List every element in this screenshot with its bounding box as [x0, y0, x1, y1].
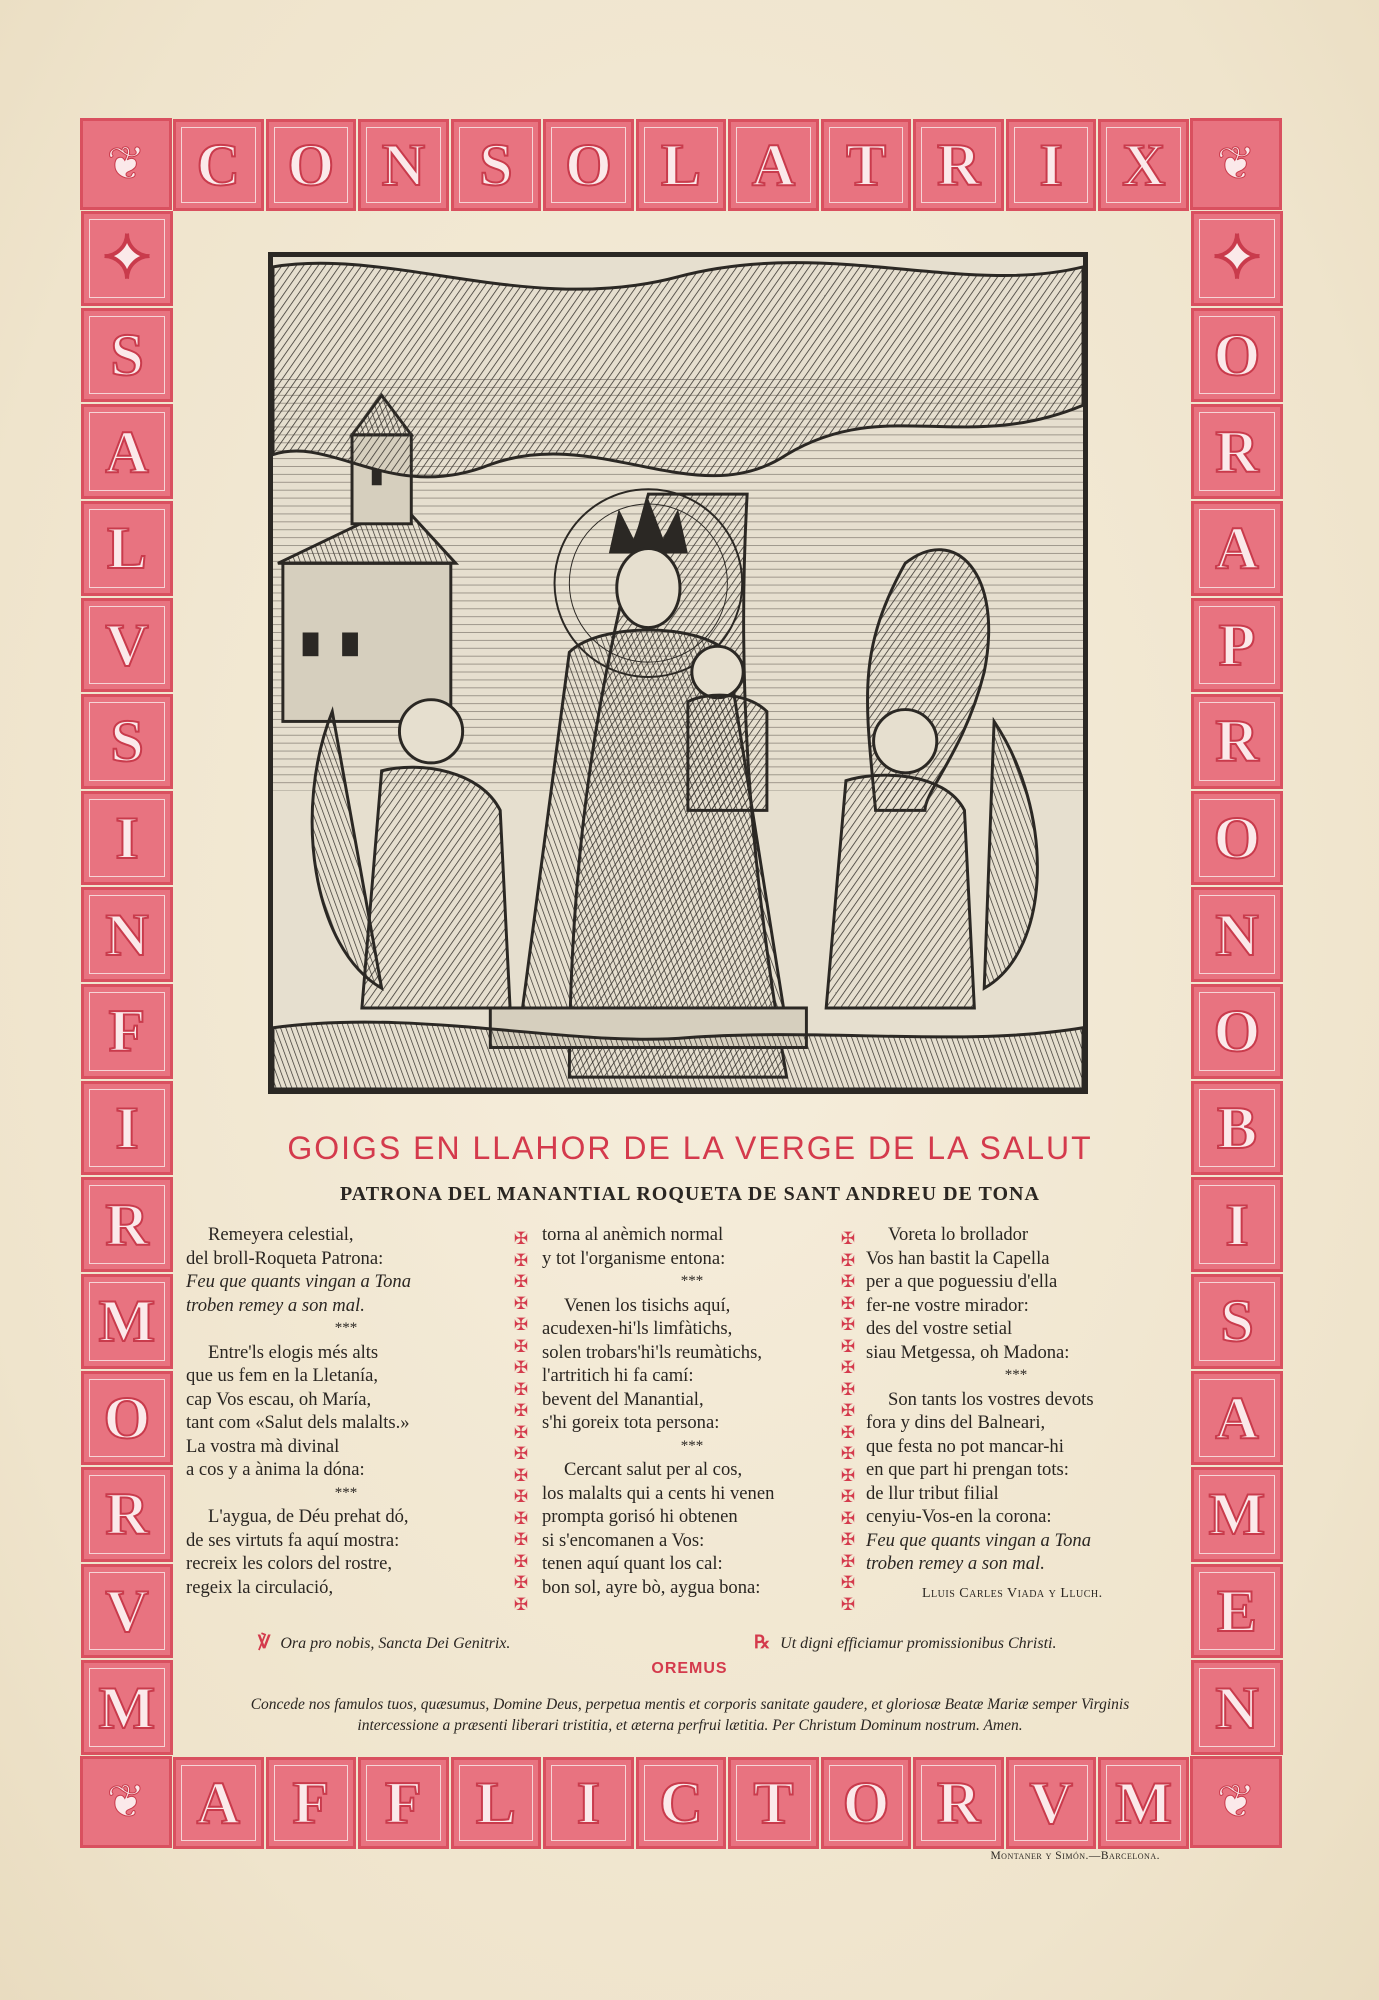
verse-line: per a que poguessiu d'ella	[866, 1271, 1058, 1292]
verse-line: Vos han bastit la Capella	[866, 1247, 1050, 1269]
frame-letter: A	[1215, 515, 1259, 582]
frame-letter: R	[936, 132, 981, 198]
verse-line: a cos y a ànima la dóna:	[186, 1459, 365, 1480]
frame-letter: N	[381, 132, 426, 198]
stanza-separator: ***	[680, 1437, 704, 1454]
frame-letter: O	[287, 132, 335, 198]
stanza-separator: ***	[334, 1320, 358, 1336]
cross-icon: ✠	[513, 1487, 529, 1506]
verse-line: del broll-Roqueta Patrona:	[186, 1247, 384, 1269]
frame-letter-tile	[81, 211, 173, 306]
verses-section	[0, 1223, 1379, 1623]
cross-icon: ✠	[840, 1422, 856, 1442]
verse-line: que festa no pot mancar-hi	[866, 1435, 1064, 1457]
frame-letter: R	[105, 1191, 149, 1258]
verse-line: cenyiu-Vos-en la corona:	[866, 1506, 1052, 1527]
corner-ornament-icon: ❦	[1216, 138, 1256, 189]
response-text: Ut digni efficiamur promissionibus Christi.	[780, 1635, 1057, 1652]
page-subtitle: PATRONA DEL MANANTIAL ROQUETA DE SANT ANDREU DE TONA	[340, 1183, 1040, 1205]
verse-line: Venen los tisichs aquí,	[564, 1294, 731, 1316]
frame-top-border	[172, 118, 1190, 210]
cross-icon: ✠	[840, 1401, 856, 1420]
verse-line: Remeyera celestial,	[208, 1224, 354, 1245]
verse-line: bevent del Manantial,	[542, 1388, 704, 1410]
verse-line: tant com «Salut dels malalts.»	[186, 1412, 410, 1433]
frame-letter: F	[292, 1770, 330, 1836]
printer-imprint: Montaner y Simón.—Barcelona.	[990, 1850, 1160, 1862]
verse-line: en que part hi prengan tots:	[866, 1459, 1069, 1480]
cross-icon: ✠	[513, 1336, 529, 1356]
stanza-separator: ***	[680, 1273, 704, 1289]
frame-letter-tile	[913, 119, 1004, 211]
verse-line: si s'encomanen a Vos:	[542, 1529, 705, 1551]
frame-letter: C	[659, 1770, 703, 1836]
frame-letter: S	[110, 321, 144, 388]
versicle	[258, 1632, 510, 1653]
stanza-separator: ***	[334, 1484, 358, 1501]
verse-line: Feu que quants vingan a Tona	[866, 1529, 1092, 1551]
frame-letter-tile	[358, 1757, 449, 1849]
frame-letter: M	[1115, 1770, 1173, 1836]
cross-icon: ✠	[513, 1250, 529, 1270]
frame-letter-tile	[543, 1757, 634, 1849]
frame-letter-tile	[1098, 119, 1189, 211]
verse-line: troben remey a son mal.	[186, 1294, 365, 1316]
frame-corner-bottom-right	[1190, 1756, 1282, 1848]
cross-icon: ✠	[513, 1315, 529, 1334]
frame-letter: O	[1213, 805, 1261, 872]
verse-line: des del vostre setial	[866, 1318, 1013, 1339]
frame-letter-tile	[1191, 984, 1283, 1079]
cross-icon: ✠	[513, 1422, 529, 1442]
frame-letter: L	[660, 132, 702, 198]
cross-icon: ✠	[513, 1508, 529, 1528]
frame-letter: S	[479, 132, 513, 198]
frame-letter: I	[1039, 132, 1063, 198]
frame-letter-tile	[1191, 791, 1283, 886]
cross-icon: ✠	[513, 1444, 529, 1463]
frame-letter: R	[936, 1770, 981, 1836]
frame-letter-tile	[1191, 211, 1283, 306]
verse-line: de llur tribut filial	[866, 1482, 999, 1504]
frame-letter: T	[846, 132, 887, 198]
frame-letter: N	[1215, 1674, 1259, 1741]
frame-letter: V	[1029, 1770, 1073, 1836]
verse-line: Entre'ls elogis més alts	[208, 1341, 379, 1363]
verse-line: solen trobars'hi'ls reumàtichs,	[542, 1341, 762, 1363]
frame-corner-top-right	[1190, 118, 1282, 210]
verse-column-3	[866, 1223, 1166, 1605]
verse-line: Voreta lo brollador	[888, 1224, 1029, 1245]
cross-icon: ✠	[840, 1444, 856, 1463]
verse-line: acudexen-hi'ls limfàtichs,	[542, 1318, 733, 1339]
verse-line: torna al anèmich normal	[542, 1224, 724, 1245]
frame-letter: L	[106, 515, 148, 582]
frame-letter-tile	[636, 119, 727, 211]
cross-icon: ✠	[840, 1594, 856, 1614]
frame-letter: V	[105, 611, 149, 678]
corner-ornament-icon: ❦	[106, 138, 146, 189]
frame-letter: F	[108, 998, 146, 1065]
cross-icon: ✠	[840, 1465, 856, 1485]
frame-letter: L	[475, 1770, 516, 1836]
cross-icon: ✠	[840, 1573, 856, 1592]
verse-line: y tot l'organisme entona:	[542, 1247, 726, 1269]
frame-bottom-border	[172, 1756, 1190, 1848]
frame-letter-tile	[173, 1757, 264, 1849]
author-signature: Lluis Carles Viada y Lluch.	[922, 1585, 1103, 1601]
frame-letter: R	[105, 1481, 149, 1548]
verse-line: que us fem en la Lletanía,	[186, 1365, 379, 1386]
verse-line: Feu que quants vingan a Tona	[186, 1271, 412, 1292]
frame-letter-tile	[1191, 887, 1283, 982]
cross-icon: ✠	[513, 1530, 529, 1549]
frame-letter: O	[842, 1770, 890, 1836]
cross-icon: ✠	[513, 1293, 529, 1313]
frame-letter: I	[1225, 1191, 1249, 1258]
frame-letter: V	[105, 1578, 149, 1645]
frame-letter: B	[1216, 1094, 1258, 1161]
verse-line: recreix les colors del rostre,	[186, 1553, 392, 1574]
verse-line: l'artritich hi fa camí:	[542, 1365, 694, 1386]
cross-divider-1	[513, 1229, 529, 1615]
frame-letter-tile	[81, 404, 173, 499]
frame-letter-tile	[81, 598, 173, 693]
frame-letter: R	[1215, 418, 1259, 485]
frame-letter-tile	[358, 119, 449, 211]
frame-letter: N	[1215, 901, 1259, 968]
frame-letter: N	[105, 901, 149, 968]
frame-letter: F	[385, 1770, 422, 1836]
frame-letter: M	[1208, 1481, 1266, 1548]
cross-icon: ✠	[840, 1293, 856, 1313]
verse-line: bon sol, ayre bò, aygua bona:	[542, 1576, 761, 1598]
cross-icon: ✠	[840, 1530, 856, 1549]
frame-letter-tile	[81, 1081, 173, 1176]
frame-letter: C	[196, 132, 240, 198]
cross-icon: ✠	[840, 1250, 856, 1270]
frame-letter: S	[110, 708, 144, 775]
frame-letter-tile	[451, 119, 542, 211]
frame-letter: I	[115, 805, 139, 872]
frame-corner-bottom-left	[80, 1756, 172, 1848]
stanza-separator: ***	[1004, 1367, 1028, 1383]
frame-letter: S	[1220, 1288, 1254, 1355]
cross-icon: ✠	[840, 1487, 856, 1506]
cross-icon: ✠	[513, 1551, 529, 1571]
cross-icon: ✠	[840, 1315, 856, 1334]
frame-letter: T	[753, 1770, 794, 1836]
frame-letter-tile	[81, 501, 173, 596]
verse-line: tenen aquí quant los cal:	[542, 1553, 723, 1574]
frame-letter: ✦	[1211, 225, 1263, 292]
frame-letter-tile	[1191, 308, 1283, 403]
frame-letter-tile	[821, 1757, 912, 1849]
frame-letter: X	[1122, 132, 1166, 198]
frame-letter-tile	[173, 119, 264, 211]
verse-line: La vostra mà divinal	[186, 1435, 340, 1457]
cross-divider-2	[840, 1229, 856, 1615]
frame-letter: O	[1213, 998, 1261, 1065]
frame-letter: O	[565, 132, 612, 198]
frame-letter-tile	[1191, 1081, 1283, 1176]
verse-line: cap Vos escau, oh María,	[186, 1388, 372, 1410]
verse-column-1	[186, 1223, 506, 1599]
virgin-woodcut-illustration	[268, 252, 1088, 1094]
frame-letter-tile	[1191, 694, 1283, 789]
frame-letter-tile	[266, 119, 357, 211]
frame-letter: P	[1218, 611, 1256, 678]
verse-line: los malalts qui a cents hi venen	[542, 1482, 775, 1504]
verse-line: troben remey a son mal.	[866, 1553, 1045, 1574]
verse-column-2	[542, 1223, 842, 1599]
corner-ornament-icon: ❦	[1216, 1776, 1256, 1827]
frame-corner-top-left	[80, 118, 172, 210]
frame-letter-tile	[451, 1757, 542, 1849]
verse-line: siau Metgessa, oh Madona:	[866, 1341, 1070, 1363]
frame-letter: O	[1213, 321, 1261, 388]
frame-letter-tile	[1098, 1757, 1189, 1849]
frame-letter: A	[1215, 1384, 1259, 1451]
cross-icon: ✠	[840, 1551, 856, 1571]
cross-icon: ✠	[840, 1379, 856, 1399]
frame-letter: O	[103, 1384, 151, 1451]
frame-letter-tile	[728, 119, 819, 211]
frame-letter-tile	[821, 119, 912, 211]
frame-letter: I	[115, 1094, 139, 1161]
frame-letter-tile	[1006, 119, 1097, 211]
frame-letter: A	[105, 418, 149, 485]
verse-line: de ses virtuts fa aquí mostra:	[186, 1529, 400, 1551]
cross-icon: ✠	[840, 1508, 856, 1528]
frame-letter-tile	[728, 1757, 819, 1849]
cross-icon: ✠	[840, 1229, 856, 1248]
cross-icon: ✠	[840, 1272, 856, 1291]
woodcut-svg	[273, 257, 1083, 1089]
verse-line: fer-ne vostre mirador:	[866, 1294, 1029, 1316]
cross-icon: ✠	[513, 1379, 529, 1399]
page-title: GOIGS EN LLAHOR DE LA VERGE DE LA SALUT	[287, 1130, 1093, 1166]
frame-letter: R	[1215, 708, 1259, 775]
cross-icon: ✠	[513, 1465, 529, 1485]
cross-icon: ✠	[513, 1358, 529, 1377]
cross-icon: ✠	[513, 1573, 529, 1592]
frame-letter: M	[98, 1674, 156, 1741]
frame-letter: A	[751, 132, 796, 198]
versicle-text: Ora pro nobis, Sancta Dei Genitrix.	[280, 1635, 511, 1652]
corner-ornament-icon: ❦	[106, 1776, 146, 1827]
frame-letter: E	[1216, 1578, 1258, 1645]
frame-letter: ✦	[101, 225, 153, 292]
frame-letter-tile	[81, 694, 173, 789]
frame-letter-tile	[1191, 598, 1283, 693]
cross-icon: ✠	[513, 1401, 529, 1420]
frame-letter-tile	[913, 1757, 1004, 1849]
versicle-symbol: ℣	[258, 1632, 271, 1652]
frame-letter: I	[576, 1770, 601, 1836]
frame-letter: M	[98, 1288, 156, 1355]
cross-icon: ✠	[840, 1358, 856, 1377]
frame-letter-tile	[81, 308, 173, 403]
verse-line: prompta gorisó hi obtenen	[542, 1506, 738, 1527]
verse-line: regeix la circulació,	[186, 1576, 334, 1598]
frame-letter: A	[196, 1770, 240, 1836]
frame-letter-tile	[1191, 404, 1283, 499]
oremus-heading: OREMUS	[651, 1660, 728, 1677]
response	[754, 1632, 1056, 1653]
verse-line: Son tants los vostres devots	[888, 1388, 1094, 1410]
cross-icon: ✠	[513, 1594, 529, 1614]
verse-line: s'hi goreix tota persona:	[542, 1412, 720, 1433]
frame-letter-tile	[81, 984, 173, 1079]
verse-line: Cercant salut per al cos,	[564, 1459, 743, 1480]
frame-letter-tile	[266, 1757, 357, 1849]
cross-icon: ✠	[513, 1272, 529, 1291]
frame-letter-tile	[1006, 1757, 1097, 1849]
cross-icon: ✠	[840, 1336, 856, 1356]
verse-line: L'aygua, de Déu prehat dó,	[208, 1506, 409, 1527]
concede-prayer: Concede nos famulos tuos, quæsumus, Domine Deus, perpetua mentis et corporis sanitate gaudere, et gloriosæ Beatæ Mariæ semper Virginis intercessione a præsenti liberari tristitia, et æterna perfrui lætitia. Per Christum Dominum nostrum. Amen.	[250, 1696, 1130, 1734]
frame-letter-tile	[1191, 501, 1283, 596]
frame-letter-tile	[636, 1757, 727, 1849]
response-symbol: ℞	[754, 1632, 771, 1652]
frame-letter-tile	[81, 791, 173, 886]
verse-line: fora y dins del Balneari,	[866, 1412, 1046, 1433]
frame-letter-tile	[81, 887, 173, 982]
frame-letter-tile	[543, 119, 634, 211]
cross-icon: ✠	[513, 1229, 529, 1248]
